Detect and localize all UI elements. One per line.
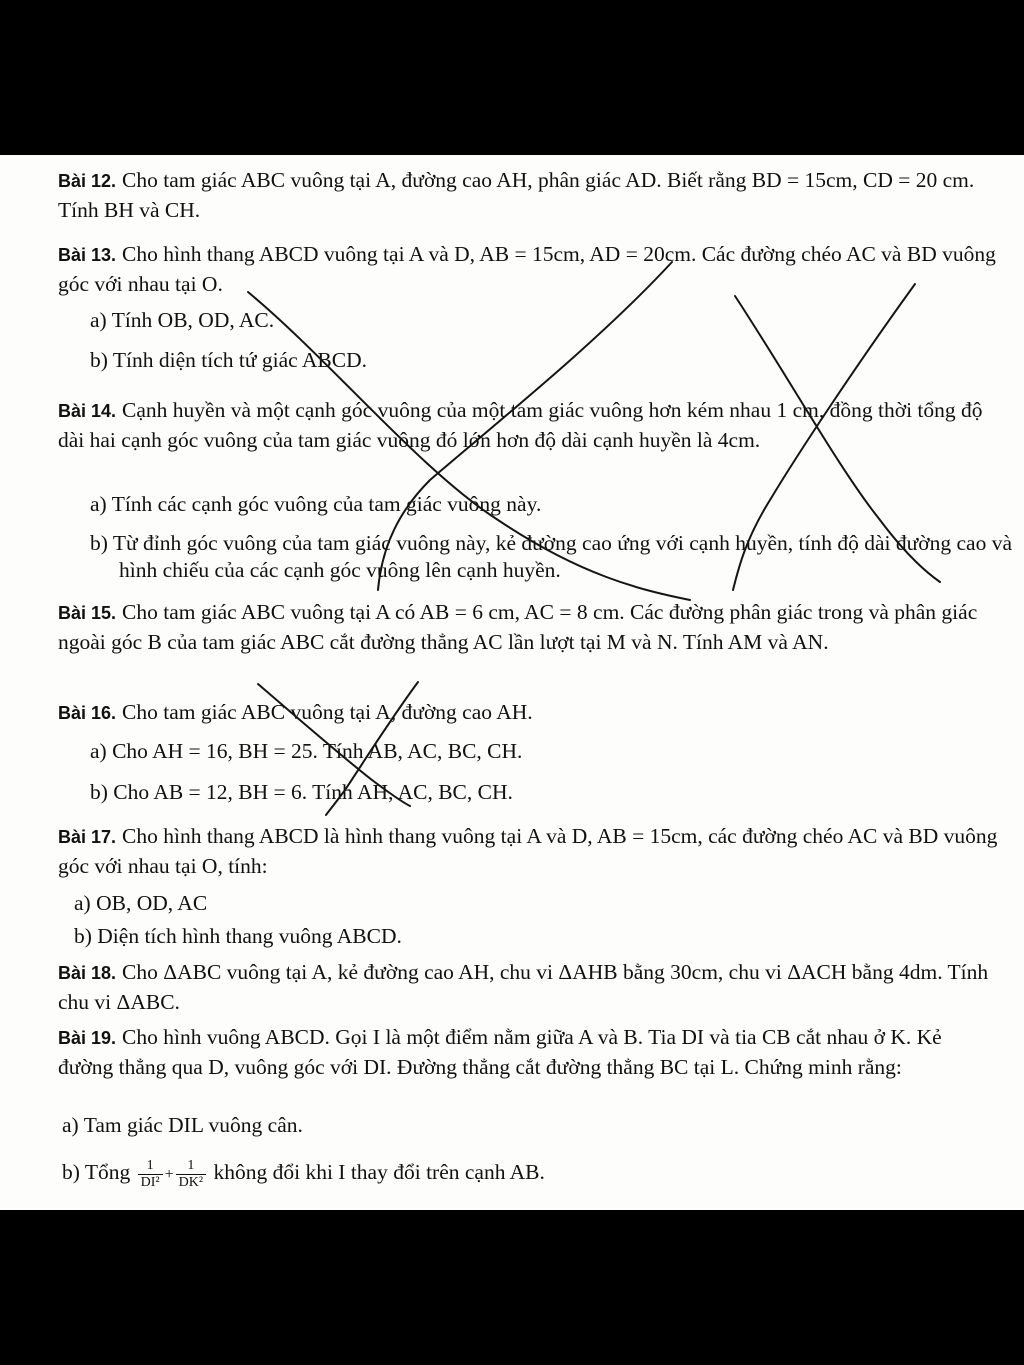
problem-15-text: Cho tam giác ABC vuông tại A có AB = 6 cm, AC = 8 cm. Các đường phân giác trong và phân giác ngoài góc B của tam giác ABC cắt đường thẳng AC lần lượt tại M và N. Tính AM và AN. (58, 600, 978, 654)
problem-17 (58, 822, 998, 881)
problem-12-heading: Bài 12. (58, 171, 117, 191)
fraction-denominator: DI² (140, 1174, 160, 1190)
fraction-numerator: 1 (138, 1158, 163, 1175)
problem-12 (58, 166, 998, 225)
problem-19-part-a: a) Tam giác DIL vuông cân. (62, 1113, 303, 1137)
fraction-denominator: DK² (178, 1174, 204, 1190)
problem-14-part-a: a) Tính các cạnh góc vuông của tam giác vuông này. (90, 492, 542, 516)
problem-17-part-a: a) OB, OD, AC (74, 891, 208, 915)
problem-14-heading: Bài 14. (58, 401, 117, 421)
problem-14-text: Cạnh huyền và một cạnh góc vuông của một tam giác vuông hơn kém nhau 1 cm, đồng thời tổng độ dài hai cạnh góc vuông của tam giác vuông đó lớn hơn độ dài cạnh huyền là 4cm. (58, 398, 983, 452)
problem-18 (58, 958, 998, 1017)
problem-16-heading: Bài 16. (58, 703, 117, 723)
fraction-1-over-di-squared (138, 1158, 163, 1191)
problem-14-part-b: b) Từ đỉnh góc vuông của tam giác vuông này, kẻ đường cao ứng với cạnh huyền, tính độ dài đường cao và hình chiếu của các cạnh góc vuông lên cạnh huyền. (90, 531, 1012, 582)
problem-13-text: Cho hình thang ABCD vuông tại A và D, AB = 15cm, AD = 20cm. Các đường chéo AC và BD vuông góc với nhau tại O. (58, 242, 996, 296)
problem-13-part-b: b) Tính diện tích tứ giác ABCD. (90, 348, 367, 372)
problem-19 (58, 1023, 998, 1082)
problem-13-part-a: a) Tính OB, OD, AC. (90, 308, 275, 332)
problem-13-heading: Bài 13. (58, 245, 117, 265)
problem-13 (58, 240, 998, 299)
problem-14 (58, 396, 998, 455)
problem-17-part-b: b) Diện tích hình thang vuông ABCD. (74, 924, 402, 948)
problem-19-text: Cho hình vuông ABCD. Gọi I là một điểm nằm giữa A và B. Tia DI và tia CB cắt nhau ở K. Kẻ đường thẳng qua D, vuông góc với DI. Đường thẳng cắt đường thẳng BC tại L. Chứng minh rằng: (58, 1025, 942, 1079)
problem-19-part-b (62, 1152, 545, 1195)
plus-sign: + (164, 1166, 174, 1183)
problem-19-part-b-suffix: không đổi khi I thay đổi trên cạnh AB. (213, 1160, 545, 1184)
problem-17-text: Cho hình thang ABCD là hình thang vuông tại A và D, AB = 15cm, các đường chéo AC và BD vuông góc với nhau tại O, tính: (58, 824, 998, 878)
problem-12-text: Cho tam giác ABC vuông tại A, đường cao AH, phân giác AD. Biết rằng BD = 15cm, CD = 20 cm. Tính BH và CH. (58, 168, 975, 222)
problem-19-heading: Bài 19. (58, 1028, 117, 1048)
problem-16-part-a: a) Cho AH = 16, BH = 25. Tính AB, AC, BC, CH. (90, 739, 523, 763)
problem-19-part-b-prefix: b) Tổng (62, 1160, 131, 1184)
problem-15-heading: Bài 15. (58, 603, 117, 623)
fraction-1-over-dk-squared (176, 1158, 206, 1191)
problem-16-text: Cho tam giác ABC vuông tại A, đường cao AH. (122, 700, 533, 724)
problem-18-text: Cho ΔABC vuông tại A, kẻ đường cao AH, chu vi ΔAHB bằng 30cm, chu vi ΔACH bằng 4dm. Tính chu vi ΔABC. (58, 960, 989, 1014)
fraction-numerator: 1 (176, 1158, 206, 1175)
problem-15 (58, 598, 998, 657)
problem-16-part-b: b) Cho AB = 12, BH = 6. Tính AH, AC, BC, CH. (90, 780, 513, 804)
problem-18-heading: Bài 18. (58, 963, 117, 983)
problem-16 (58, 698, 998, 728)
problem-17-heading: Bài 17. (58, 827, 117, 847)
